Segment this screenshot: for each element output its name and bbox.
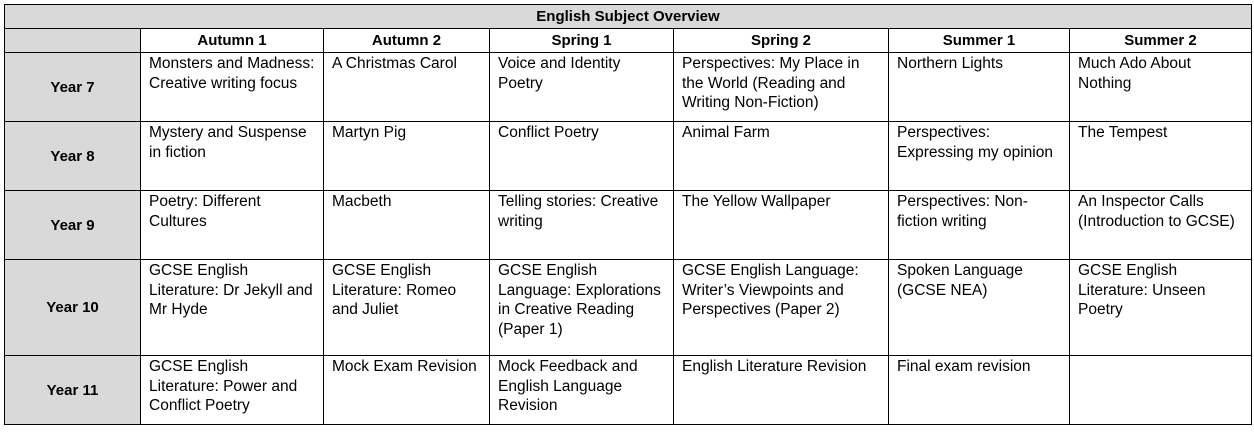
table-row bbox=[5, 356, 1252, 425]
term-header: Spring 2 bbox=[674, 29, 889, 53]
unit-cell: Perspectives: Expressing my opinion bbox=[889, 122, 1070, 191]
unit-cell: Monsters and Madness: Creative writing focus bbox=[141, 53, 324, 122]
unit-cell: Perspectives: My Place in the World (Reading and Writing Non-Fiction) bbox=[674, 53, 889, 122]
unit-cell: Voice and Identity Poetry bbox=[490, 53, 674, 122]
unit-cell: Mystery and Suspense in fiction bbox=[141, 122, 324, 191]
unit-cell: Mock Feedback and English Language Revision bbox=[490, 356, 674, 425]
table-row bbox=[5, 260, 1252, 356]
unit-cell: Northern Lights bbox=[889, 53, 1070, 122]
unit-cell: Macbeth bbox=[324, 191, 490, 260]
unit-cell: GCSE English Literature: Romeo and Juliet bbox=[324, 260, 490, 356]
unit-cell: The Yellow Wallpaper bbox=[674, 191, 889, 260]
term-header: Spring 1 bbox=[490, 29, 674, 53]
unit-cell: Animal Farm bbox=[674, 122, 889, 191]
year-label: Year 10 bbox=[5, 260, 141, 356]
year-label: Year 7 bbox=[5, 53, 141, 122]
unit-cell: Much Ado About Nothing bbox=[1070, 53, 1252, 122]
term-header: Autumn 2 bbox=[324, 29, 490, 53]
unit-cell: Conflict Poetry bbox=[490, 122, 674, 191]
unit-cell: Martyn Pig bbox=[324, 122, 490, 191]
unit-cell: The Tempest bbox=[1070, 122, 1252, 191]
year-label: Year 11 bbox=[5, 356, 141, 425]
unit-cell: English Literature Revision bbox=[674, 356, 889, 425]
unit-cell: Spoken Language (GCSE NEA) bbox=[889, 260, 1070, 356]
unit-cell: GCSE English Language: Writer’s Viewpoints and Perspectives (Paper 2) bbox=[674, 260, 889, 356]
title-row bbox=[5, 5, 1252, 29]
table-row bbox=[5, 122, 1252, 191]
table-row bbox=[5, 191, 1252, 260]
unit-cell: Poetry: Different Cultures bbox=[141, 191, 324, 260]
term-header-row bbox=[5, 29, 1252, 53]
unit-cell: GCSE English Literature: Power and Conflict Poetry bbox=[141, 356, 324, 425]
unit-cell: GCSE English Literature: Unseen Poetry bbox=[1070, 260, 1252, 356]
unit-cell: GCSE English Language: Explorations in Creative Reading (Paper 1) bbox=[490, 260, 674, 356]
table-row bbox=[5, 53, 1252, 122]
corner-cell bbox=[5, 29, 141, 53]
unit-cell: Mock Exam Revision bbox=[324, 356, 490, 425]
unit-cell: Perspectives: Non-fiction writing bbox=[889, 191, 1070, 260]
year-label: Year 8 bbox=[5, 122, 141, 191]
unit-cell: Telling stories: Creative writing bbox=[490, 191, 674, 260]
unit-cell: Final exam revision bbox=[889, 356, 1070, 425]
subject-overview-table bbox=[4, 4, 1252, 425]
term-header: Autumn 1 bbox=[141, 29, 324, 53]
unit-cell: An Inspector Calls (Introduction to GCSE) bbox=[1070, 191, 1252, 260]
table-title: English Subject Overview bbox=[5, 5, 1252, 29]
term-header: Summer 2 bbox=[1070, 29, 1252, 53]
term-header: Summer 1 bbox=[889, 29, 1070, 53]
unit-cell bbox=[1070, 356, 1252, 425]
unit-cell: A Christmas Carol bbox=[324, 53, 490, 122]
unit-cell: GCSE English Literature: Dr Jekyll and Mr Hyde bbox=[141, 260, 324, 356]
year-label: Year 9 bbox=[5, 191, 141, 260]
